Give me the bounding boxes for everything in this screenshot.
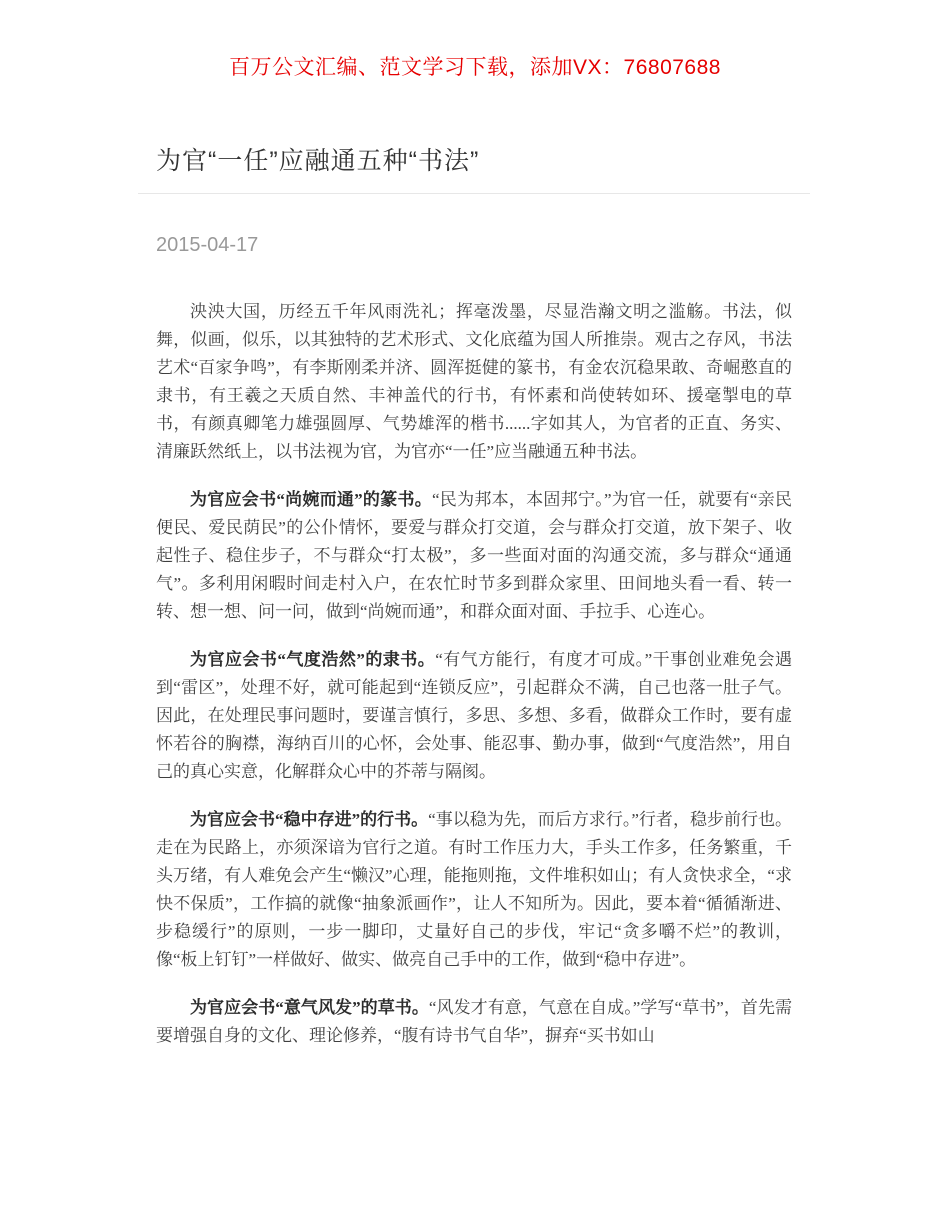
- title-block: [138, 141, 810, 194]
- article-body: [138, 298, 810, 1050]
- paragraph: 为官应会书“尚婉而通”的篆书。“民为邦本，本固邦宁。”为官一任，就要有“亲民便民、爱民荫民”的公仆情怀，要爱与群众打交道，会与群众打交道，放下架子、收起性子、稳住步子，不与群众“打太极”，多一些面对面的沟通交流，多与群众“通通气”。多利用闲暇时间走村入户，在农忙时节多到群众家里、田间地头看一看、转一转、想一想、问一问，做到“尚婉而通”，和群众面对面、手拉手、心连心。: [156, 490, 792, 621]
- paragraph: 为官应会书“气度浩然”的隶书。“有气方能行，有度才可成。”干事创业难免会遇到“雷区”，处理不好，就可能起到“连锁反应”，引起群众不满，自己也落一肚子气。因此，在处理民事问题时，要谨言慎行，多思、多想、多看，做群众工作时，要有虚怀若谷的胸襟，海纳百川的心怀，会处事、能忍事、勤办事，做到“气度浩然”，用自己的真心实意，化解群众心中的芥蒂与隔阂。: [156, 650, 793, 781]
- paragraph: 泱泱大国，历经五千年风雨洗礼；挥毫泼墨，尽显浩瀚文明之滥觞。书法，似舞，似画，似乐，以其独特的艺术形式、文化底蕴为国人所推崇。观古之存风，书法艺术“百家争鸣”，有李斯刚柔并济、圆浑挺健的篆书，有金农沉稳果敢、奇崛憨直的隶书，有王羲之天质自然、丰神盖代的行书，有怀素和尚使转如环、援毫掣电的草书，有颜真卿笔力雄强圆厚、气势雄浑的楷书......字如其人，为官者的正直、务实、清廉跃然纸上，以书法视为官，为官亦“一任”应当融通五种书法。: [156, 302, 792, 461]
- paragraph: 为官应会书“意气风发”的草书。“风发才有意，气意在自成。”学写“草书”，首先需要增强自身的文化、理论修养，“腹有诗书气自华”，摒弃“买书如山: [156, 998, 793, 1045]
- paragraph-lead: 为官应会书“稳中存进”的行书。: [190, 810, 429, 829]
- paragraph-lead: 为官应会书“气度浩然”的隶书。: [190, 650, 436, 669]
- paragraph-lead: 为官应会书“尚婉而通”的篆书。: [190, 490, 432, 509]
- article: [138, 141, 810, 1050]
- article-date: 2015-04-17: [156, 234, 259, 256]
- paragraph: 为官应会书“稳中存进”的行书。“事以稳为先，而后方求行。”行者，稳步前行也。走在为民路上，亦须深谙为官行之道。有时工作压力大，手头工作多，任务繁重，千头万绪，有人难免会产生“懒汉”心理，能拖则拖，文件堆积如山；有人贪快求全，“求快不保质”，工作搞的就像“抽象派画作”，让人不知所为。因此，要本着“循循渐进、步稳缓行”的原则，一步一脚印，丈量好自己的步伐，牢记“贪多嚼不烂”的教训，像“板上钉钉”一样做好、做实、做亮自己手中的工作，做到“稳中存进”。: [156, 810, 793, 969]
- article-title: 为官“一任”应融通五种“书法”: [156, 147, 480, 175]
- paragraph-lead: 为官应会书“意气风发”的草书。: [190, 998, 429, 1017]
- promo-banner: [0, 0, 950, 81]
- promo-banner-text: 百万公文汇编、范文学习下载，添加VX：76807688: [229, 56, 721, 79]
